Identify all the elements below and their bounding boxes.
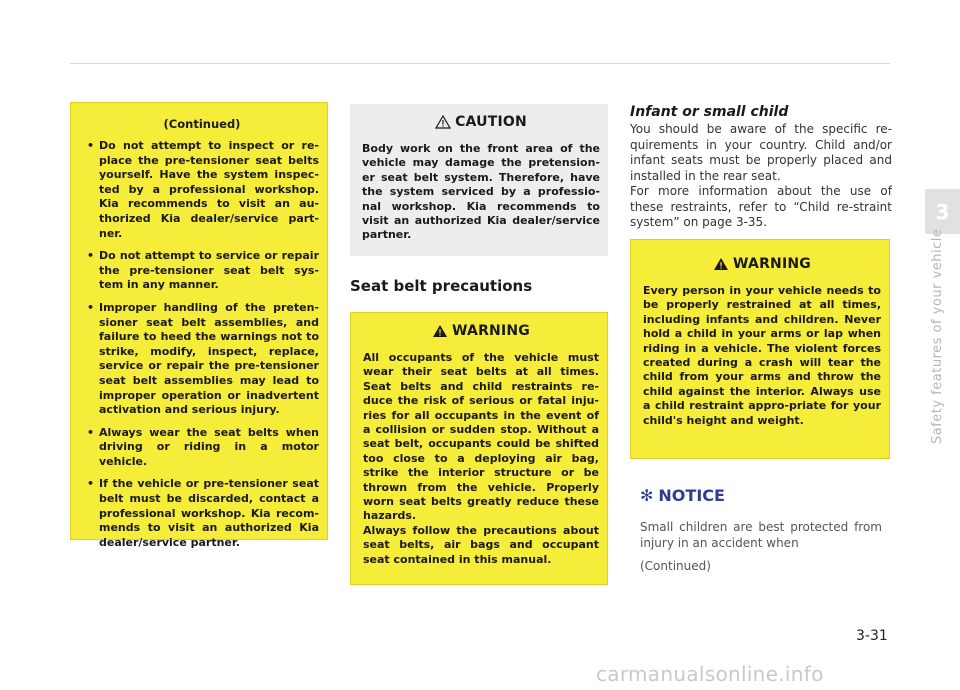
- infant-paragraph: You should be aware of the specific re-quirements in your country. Child and/or infant seats must be properly placed and installed in the rear seat.: [630, 122, 892, 183]
- warning-heading-text: WARNING: [733, 256, 811, 272]
- warning-triangle-icon: [713, 257, 729, 271]
- notice-heading: [640, 486, 725, 505]
- warning-bullet-list: [85, 139, 319, 550]
- warning-heading-text: WARNING: [452, 323, 530, 339]
- bullet-item: • Improper handling of the preten-sioner seat belt assemblies, and failure to heed the warnings not to strike, modify, inspect, replace, service or repair the pre-tensioner seat belt assemblies may lead to improper operation or inadvertent activation and serious injury.: [85, 301, 319, 418]
- warning-text: All occupants of the vehicle must wear their seat belts at all times. Seat belts and child restraints re-duce the risk of serious or fatal inju-ries for all occupants in the event of a collision or sudden stop. Without a seat belt, occupants could be shifted too close to a deploying air bag, strike the interior structure or be thrown from the vehicle. Properly worn seat belts greatly reduce these hazards.: [363, 351, 599, 523]
- child-warning-box: [630, 239, 890, 459]
- infant-section-title: Infant or small child: [630, 104, 789, 120]
- warning-text-2: Always follow the precautions about seat belts, air bags and occupant seat contained in this manual.: [363, 523, 599, 566]
- top-rule: [70, 63, 890, 64]
- watermark: carmanualsonline.info: [596, 662, 824, 686]
- caution-heading-text: CAUTION: [455, 114, 527, 130]
- warning-triangle-icon: [432, 324, 448, 338]
- warning-text: Every person in your vehicle needs to be properly restrained at all times, including infants and children. Never hold a child in your arms or lap when riding in a vehicle. The violent forces created during a crash will tear the child from your arms and throw the child against the interior. Always use a child restraint appro-priate for your child's height and weight.: [643, 284, 881, 427]
- continued-warning-box: [70, 102, 328, 549]
- bullet-item: • Do not attempt to service or repair the pre-tensioner seat belt sys-tem in any manner.: [85, 249, 319, 293]
- asterisk-icon: ✻: [640, 486, 654, 505]
- bullet-item: • Always wear the seat belts when driving or riding in a motor vehicle.: [85, 426, 319, 470]
- bullet-item: • If the vehicle or pre-tensioner seat belt must be discarded, contact a professional workshop. Kia recom-mends to visit an authorized Kia dealer/service partner.: [85, 477, 319, 550]
- notice-heading-text: NOTICE: [658, 486, 725, 505]
- continued-label: (Continued): [163, 117, 241, 131]
- bullet-item: • Do not attempt to inspect or re-place the pre-tensioner seat belts yourself. Have the system inspec-ted by a professional workshop. Kia recommends to visit an au-thorized Kia dealer/service part-ner.: [85, 139, 319, 241]
- infant-paragraph: For more information about the use of these restraints, refer to “Child re-straint system” on page 3-35.: [630, 184, 892, 229]
- continued-label: (Continued): [640, 559, 711, 573]
- chapter-tab: 3: [925, 189, 960, 234]
- caution-box: [350, 104, 608, 256]
- section-title: Seat belt precautions: [350, 277, 533, 295]
- caution-heading: [362, 114, 600, 130]
- seat-belt-warning-box: [350, 312, 608, 585]
- warning-heading: [643, 256, 881, 272]
- page-number: 3-31: [856, 628, 888, 644]
- chapter-title: Safety features of your vehicle: [930, 228, 945, 444]
- caution-triangle-icon: [435, 115, 451, 129]
- notice-text: Small children are best protected from injury in an accident when: [640, 520, 882, 550]
- infant-section-text: [630, 122, 892, 231]
- warning-heading: [363, 323, 599, 339]
- caution-text: Body work on the front area of the vehicle may damage the pretension-er seat belt system. Therefore, have the system serviced by a professio-nal workshop. Kia recommends to visit an authorized Kia dealer/service partner.: [362, 142, 600, 242]
